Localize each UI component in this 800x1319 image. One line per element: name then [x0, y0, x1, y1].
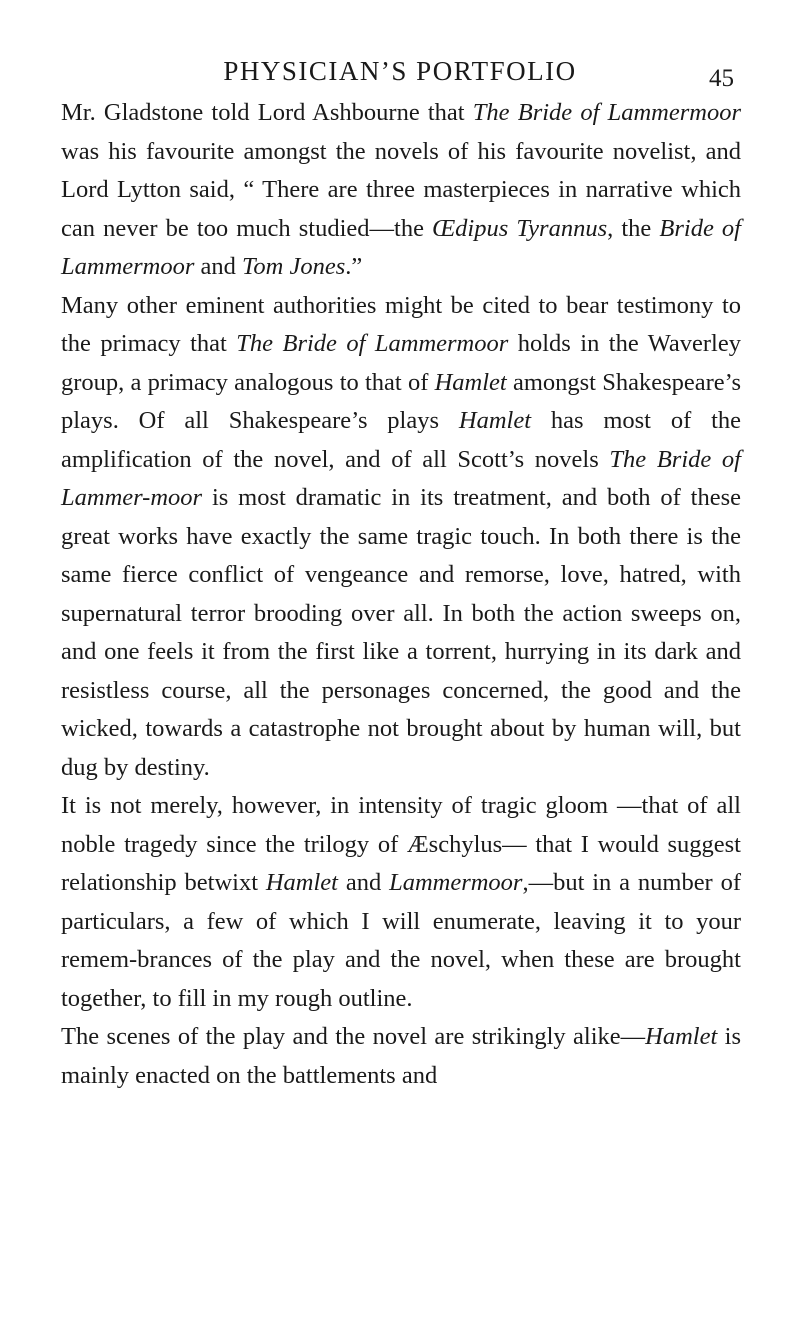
running-title: PHYSICIAN’S PORTFOLIO	[223, 56, 577, 86]
text-segment: was his favourite amongst the novels of his favourite novelist, and Lord Lytton said, “ There are three masterpieces in narrative which can never be too much studied—the	[61, 137, 741, 242]
page-number: 45	[709, 65, 734, 92]
text-segment: and	[194, 253, 243, 280]
italic-title: Hamlet	[265, 869, 338, 896]
italic-title: Hamlet	[434, 368, 507, 396]
text-segment: is mainly enacted on the battlements and	[61, 1023, 741, 1089]
italic-title: The Bride of Lammer-moor	[61, 445, 741, 511]
paragraph-1	[61, 94, 741, 287]
italic-title: The Bride of Lammermoor	[472, 99, 741, 126]
text-segment: The scenes of the play and the novel are strikingly alike—	[61, 1023, 646, 1050]
text-segment: ,—but in a number of particulars, a few of which I will enumerate, leaving it to your remem-brances of the play and the novel, when these are brought together, to fill in my rough outline.	[61, 869, 741, 1012]
text-segment: is most dramatic in its treatment, and both of these great works have exactly the same tragic touch. In both there is the same fierce conflict of vengeance and remorse, love, hatred, with supernatural terror brooding over all. In both the action sweeps on, and one feels it from the first like a torrent, hurrying in its dark and resistless course, all the personages concerned, the good and the wicked, towards a catastrophe not brought about by human will, but dug by destiny.	[61, 484, 741, 781]
text-segment: .”	[345, 253, 363, 280]
italic-title: Tom Jones	[242, 253, 346, 280]
italic-title: Œdipus Tyrannus	[432, 214, 608, 242]
text-segment: holds in the Waverley group, a primacy analogous to that of	[61, 330, 741, 396]
text-segment: Mr. Gladstone told Lord Ashbourne that	[61, 99, 473, 126]
text-segment: and	[337, 869, 390, 896]
text-segment: amongst Shakespeare’s plays. Of all Shakespeare’s plays	[61, 368, 741, 434]
text-segment: has most of the amplification of the novel, and of all Scott’s novels	[61, 407, 741, 473]
text-segment: It is not merely, however, in intensity of tragic gloom —that of all noble tragedy since the trilogy of Æschylus— that I would suggest relationship betwixt	[61, 792, 741, 896]
body-text	[61, 94, 741, 1095]
italic-title: Hamlet	[458, 407, 531, 434]
italic-title: Hamlet	[645, 1023, 718, 1050]
italic-title: Bride of Lammermoor	[61, 214, 741, 280]
running-head	[0, 46, 800, 92]
text-segment: Many other eminent authorities might be cited to bear testimony to the primacy that	[61, 291, 741, 357]
italic-title: Lammermoor	[389, 869, 523, 896]
text-segment: , the	[607, 214, 660, 242]
paragraph-2	[61, 287, 741, 788]
italic-title: The Bride of Lammermoor	[236, 330, 509, 357]
paragraph-3	[61, 787, 741, 1018]
paragraph-4	[61, 1018, 741, 1095]
